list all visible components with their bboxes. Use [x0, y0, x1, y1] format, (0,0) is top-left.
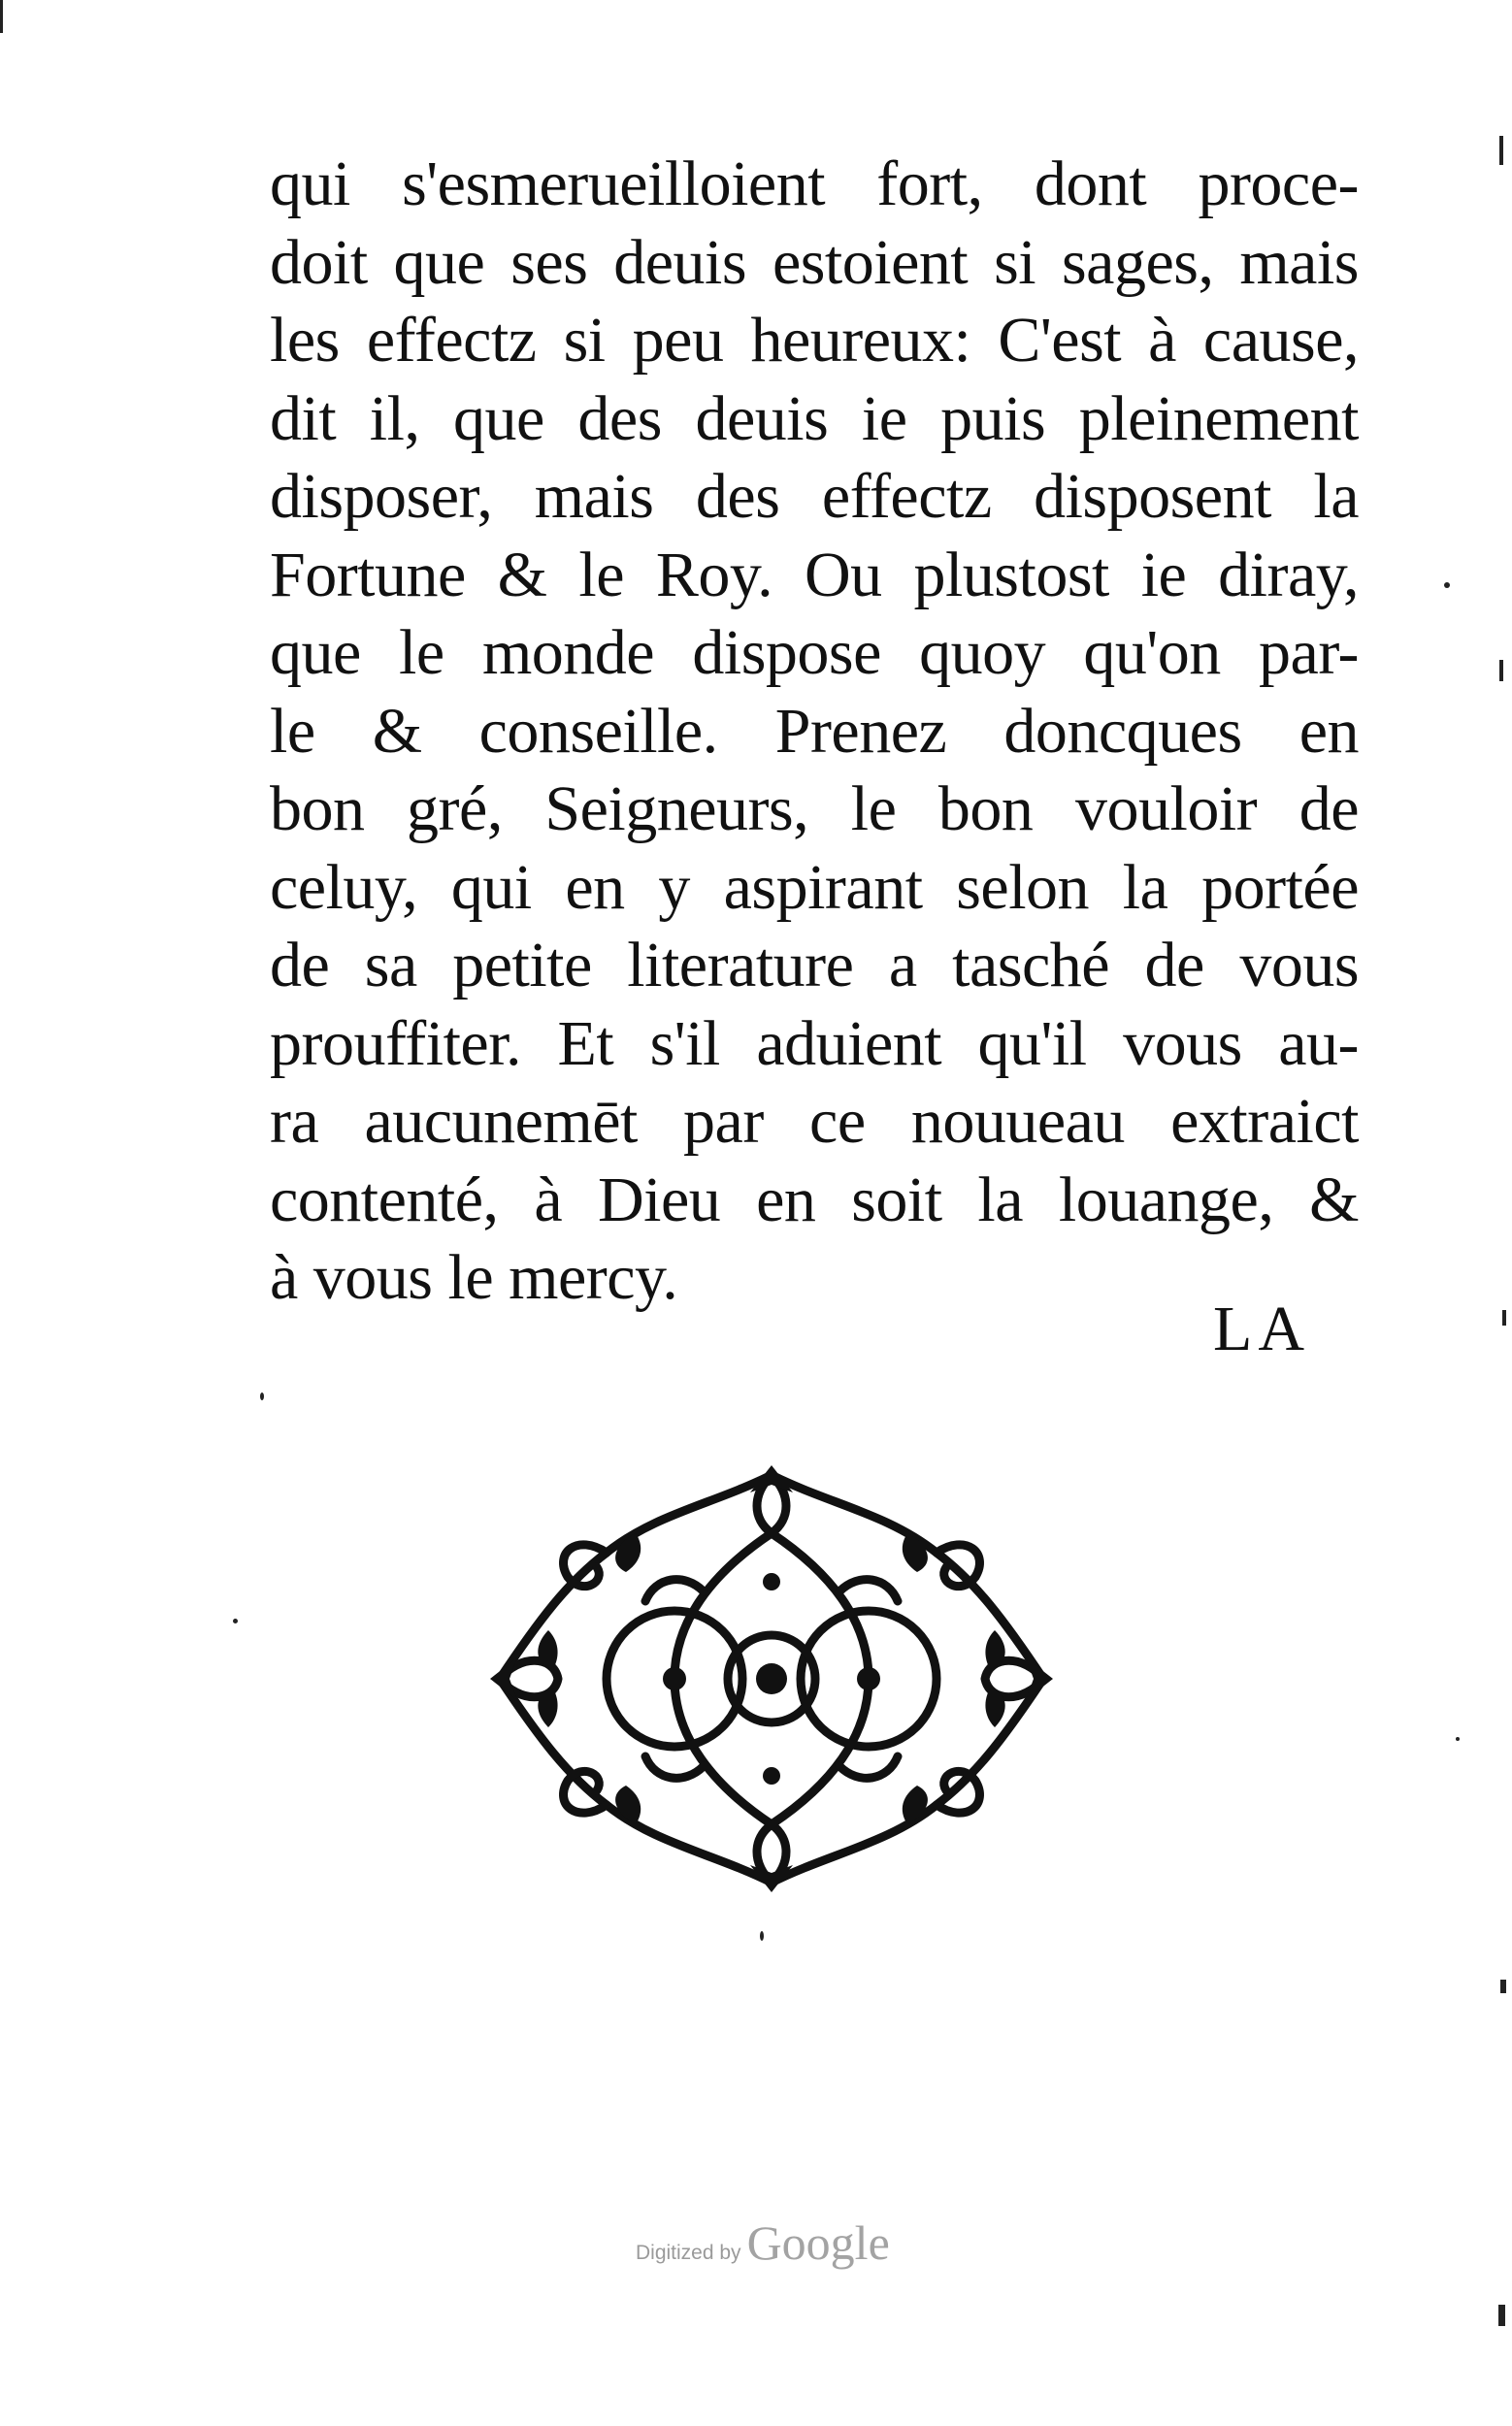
body-text — [270, 146, 1359, 1318]
scan-edge-mark — [1499, 136, 1503, 165]
fleuron-ornament-icon — [461, 1446, 1082, 1912]
text-line: dit il, que des deuis ie puis pleinement — [270, 382, 1359, 454]
text-line: doit que ses deuis estoient si sages, mais — [270, 226, 1359, 298]
scan-edge-mark — [1502, 1310, 1506, 1326]
text-line: qui s'esmerueilloient fort, dont proce- — [270, 148, 1359, 219]
catchword: LA — [1213, 1294, 1310, 1364]
text-line: ra aucunemēt par ce nouueau extraict — [270, 1086, 1359, 1157]
text-line: celuy, qui en y aspirant selon la portée — [270, 851, 1359, 923]
scan-speck — [233, 1619, 238, 1623]
scan-edge-mark — [1500, 1980, 1506, 1993]
digitization-watermark — [636, 2214, 890, 2273]
scan-speck — [1444, 582, 1450, 588]
watermark-prefix: Digitized by — [636, 2242, 741, 2264]
text-line: les effectz si peu heureux: C'est à cause, — [270, 305, 1359, 376]
text-line: bon gré, Seigneurs, le bon vouloir de — [270, 773, 1359, 844]
scan-edge-mark — [0, 0, 3, 33]
text-line: à vous le mercy. — [270, 1242, 678, 1313]
text-line: contenté, à Dieu en soit la louange, & — [270, 1164, 1359, 1235]
scan-speck — [1456, 1737, 1460, 1741]
scan-speck — [760, 1931, 764, 1941]
scan-edge-mark — [1499, 660, 1503, 681]
watermark-brand-logo: Google — [746, 2215, 890, 2270]
text-line: le & conseille. Prenez doncques en — [270, 695, 1359, 767]
text-line: Fortune & le Roy. Ou plustost ie diray, — [270, 539, 1359, 610]
scan-edge-mark — [1498, 2305, 1505, 2326]
text-line: disposer, mais des effectz disposent la — [270, 461, 1359, 532]
scan-speck — [260, 1393, 264, 1400]
text-line: que le monde dispose quoy qu'on par- — [270, 617, 1359, 688]
text-line: prouffiter. Et s'il aduient qu'il vous au- — [270, 1007, 1359, 1079]
text-line: de sa petite literature a tasché de vous — [270, 930, 1359, 1000]
